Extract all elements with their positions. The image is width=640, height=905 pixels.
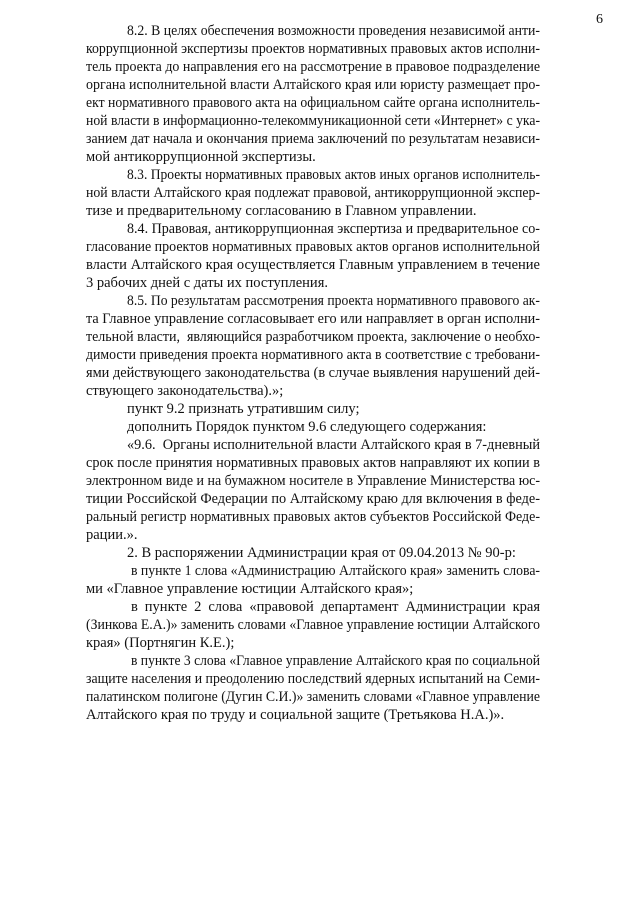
text-line: 8.4. Правовая, антикоррупционная экспертиза и предварительное со-: [127, 221, 540, 237]
text-line: в пункте 2 слова «правовой департамент Администрации края: [131, 599, 540, 615]
text-line: тель проекта до направления его на рассмотрение в правовое подразделение: [86, 59, 541, 75]
text-line: палатинском полигоне (Дугин С.И.)» заменить словами «Главное управление: [86, 689, 541, 705]
text-line: пункт 9.2 признать утратившим силу;: [127, 401, 360, 417]
text-line: защите населения и преодолению последствий ядерных испытаний на Семи-: [86, 671, 540, 687]
text-line: 3 рабочих дней с даты их поступления.: [86, 275, 328, 291]
text-line: занием дат начала и окончания приема заключений по результатам независи-: [86, 131, 541, 147]
text-line: (Зинкова Е.А.)» заменить словами «Главное управление юстиции Алтайского: [86, 617, 540, 633]
text-line: дополнить Порядок пунктом 9.6 следующего содержания:: [127, 419, 487, 435]
text-line: в пункте 1 слова «Администрацию Алтайского края» заменить слова-: [131, 563, 541, 579]
text-line: срок после принятия нормативных правовых актов направляют их копии в: [86, 455, 540, 471]
text-line: 2. В распоряжении Администрации края от 09.04.2013 № 90-р:: [127, 545, 516, 561]
text-line: тиции Российской Федерации по Алтайскому краю для включения в феде-: [86, 491, 540, 507]
page-number: 6: [596, 12, 603, 27]
text-line: ральный регистр нормативных правовых актов субъектов Российской Феде-: [86, 509, 541, 525]
text-line: «9.6. Органы исполнительной власти Алтайского края в 7-дневный: [127, 437, 540, 453]
text-line: электронном виде и на бумажном носителе в Управление Министерства юс-: [86, 473, 540, 489]
text-line: ми «Главное управление юстиции Алтайского края»;: [86, 581, 414, 597]
text-line: власти Алтайского края осуществляется Главным управлением в течение: [86, 257, 540, 273]
text-line: мой антикоррупционной экспертизы.: [86, 149, 316, 165]
text-line: ект нормативного правового акта на официальном сайте органа исполнитель-: [86, 95, 540, 111]
text-line: ной власти в информационно-телекоммуникационной сети «Интернет» с ука-: [86, 113, 541, 129]
text-line: края» (Портнягин К.Е.);: [86, 635, 235, 651]
text-line: та Главное управление согласовывает его или направляет в орган исполни-: [86, 311, 540, 327]
text-line: димости приведения проекта нормативного акта в соответствие с требовани-: [86, 347, 540, 363]
text-line: ями действующего законодательства (в случае выявления нарушений дей-: [86, 365, 540, 381]
text-line: 8.5. По результатам рассмотрения проекта нормативного правового ак-: [127, 293, 540, 309]
text-line: гласование проектов нормативных правовых актов органов исполнительной: [86, 239, 541, 255]
text-line: коррупционной экспертизы проектов нормативных правовых актов исполни-: [86, 41, 541, 57]
text-line: 8.2. В целях обеспечения возможности проведения независимой анти-: [127, 23, 540, 39]
text-line: тизе и предварительному согласованию в Главном управлении.: [86, 203, 477, 219]
text-line: Алтайского края по труду и социальной защите (Третьякова Н.А.)».: [86, 707, 505, 723]
text-line: ной власти Алтайского края подлежат правовой, антикоррупционной экспер-: [86, 185, 540, 201]
text-line: рации.».: [86, 527, 138, 543]
text-line: тельной власти, являющийся разработчиком проекта, заключение о необхо-: [86, 329, 541, 345]
text-line: органа исполнительной власти Алтайского края или юристу размещает про-: [86, 77, 540, 93]
text-line: ствующего законодательства).»;: [86, 383, 284, 399]
text-line: в пункте 3 слова «Главное управление Алтайского края по социальной: [131, 653, 541, 669]
text-line: 8.3. Проекты нормативных правовых актов иных органов исполнитель-: [127, 167, 540, 183]
